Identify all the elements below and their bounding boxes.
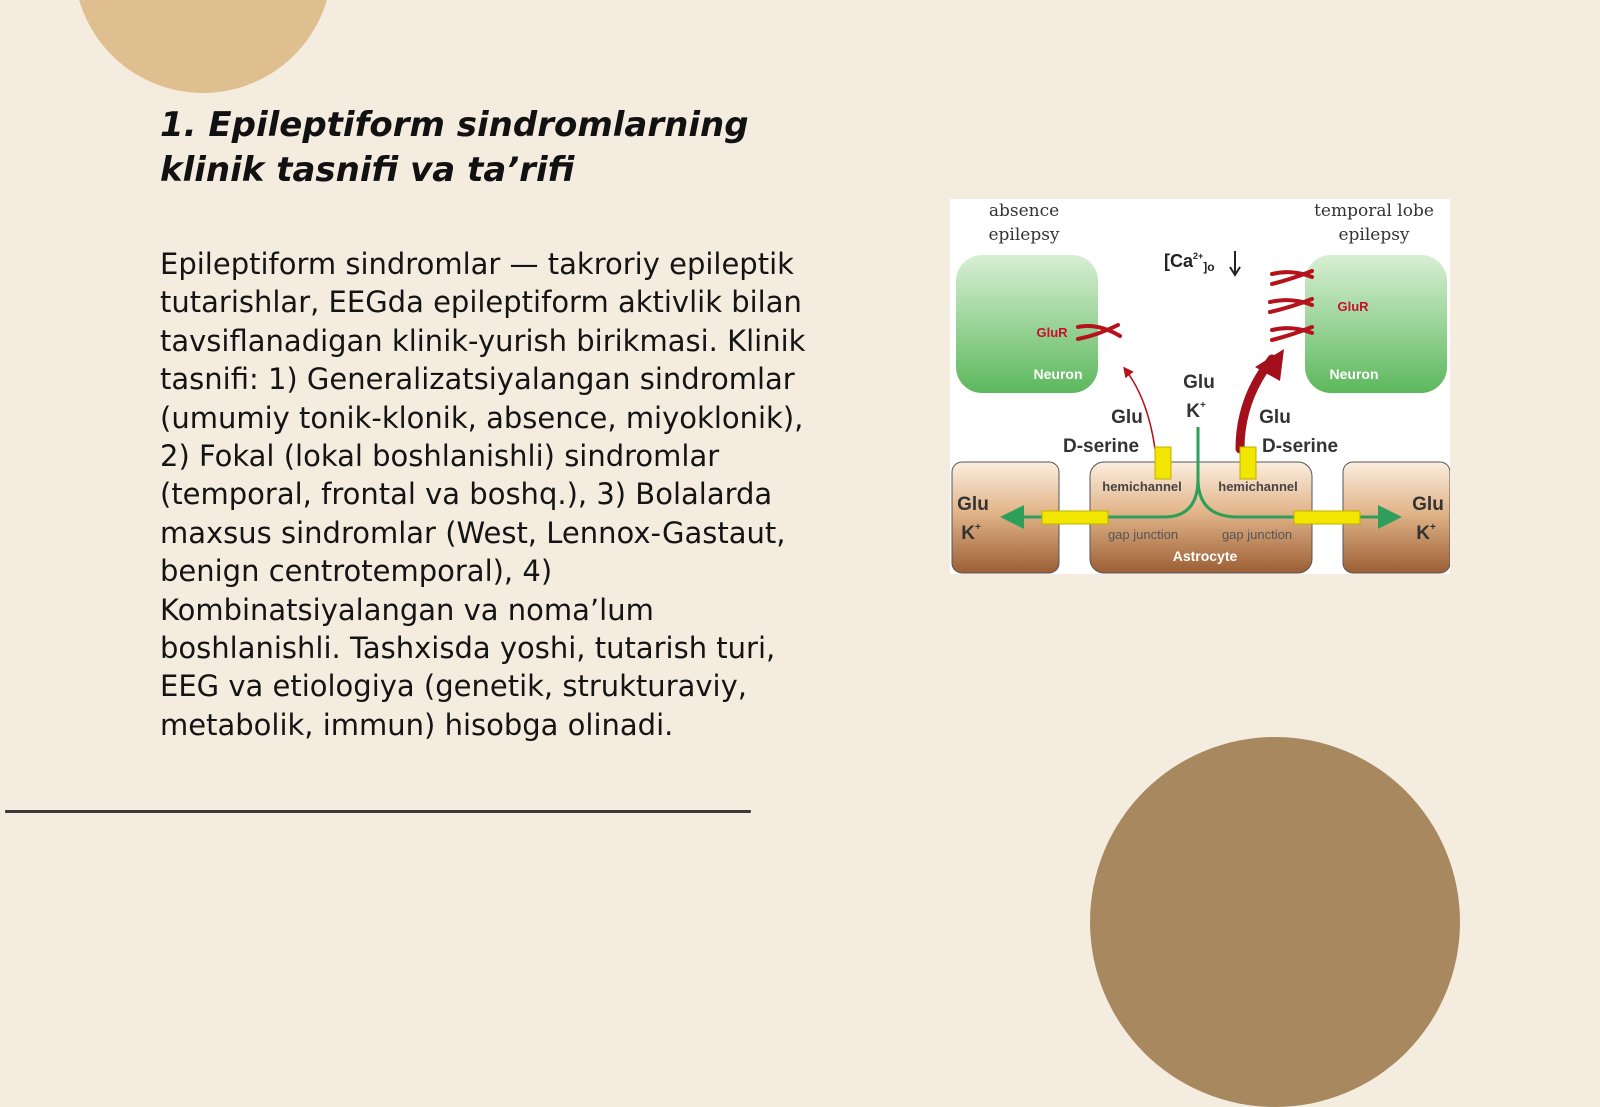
gap-junction-left-icon — [1042, 511, 1108, 524]
hemichannel-left-label: hemichannel — [1102, 479, 1182, 494]
decorative-circle-top — [74, 0, 332, 93]
calcium-label — [1164, 251, 1240, 275]
slide-title: 1. Epileptiform sindromlarning klinik tasnifi va ta’rifi — [160, 105, 749, 190]
divider-line — [5, 810, 751, 813]
left-title-line1: absence — [988, 201, 1060, 221]
slide-body-text: Epileptiform sindromlar — takroriy epileptik tutarishlar, EEGda epileptiform aktivlik bilan tavsiflanadigan klinik-yurish birikmasi. Klinik tasnifi: 1) Generalizatsiyalangan sindromlar (umumiy tonik-klonik, absence, miyoklonik), 2) Fokal (lokal boshlanishli) sindromlar (temporal, frontal va boshq.), 3) Bolalarda maxsus sindromlar (West, Lennox-Gastaut, benign centrotemporal), 4) Kombinatsiyalangan va noma’lum boshlanishli. Tashxisda yoshi, tutarish turi, EEG va etiologiya (genetik, strukturaviy, metabolik, immun) hisobga olinadi. — [160, 247, 806, 742]
left-glu-label: Glu — [1111, 407, 1143, 428]
right-dserine-label: D-serine — [1261, 436, 1339, 457]
gap-junction-left-label: gap junction — [1107, 527, 1179, 542]
left-dserine-label: D-serine — [1062, 436, 1140, 457]
side-left-k-label: K+ — [961, 522, 981, 544]
glur-right-label: GluR — [1337, 299, 1369, 314]
gap-junction-right-label: gap junction — [1221, 527, 1293, 542]
center-k-label: K+ — [1186, 400, 1206, 422]
hemichannel-right-label: hemichannel — [1218, 479, 1298, 494]
astrocyte-neuron-diagram — [950, 199, 1450, 574]
right-title-line2: epilepsy — [1338, 225, 1410, 245]
astrocyte-label: Astrocyte — [1172, 548, 1238, 564]
neuron-left-label: Neuron — [1033, 366, 1083, 382]
side-right-glu-label: Glu — [1412, 494, 1444, 515]
right-title-line1: temporal lobe — [1314, 201, 1434, 221]
diagram-svg — [950, 199, 1450, 574]
glur-left-label: GluR — [1036, 325, 1068, 340]
svg-text:[Ca2+]o: [$Ca^{2+}_{]o}$ — [1164, 251, 1215, 274]
neuron-right-label: Neuron — [1329, 366, 1379, 382]
hemichannel-right-icon — [1240, 447, 1256, 479]
right-glu-label: Glu — [1259, 407, 1291, 428]
gap-junction-right-icon — [1294, 511, 1360, 524]
left-title-line2: epilepsy — [988, 225, 1060, 245]
side-left-glu-label: Glu — [957, 494, 989, 515]
decorative-circle-bottom — [1090, 737, 1460, 1107]
hemichannel-left-icon — [1155, 447, 1171, 479]
center-glu-label: Glu — [1183, 372, 1215, 393]
side-right-k-label: K+ — [1416, 522, 1436, 544]
